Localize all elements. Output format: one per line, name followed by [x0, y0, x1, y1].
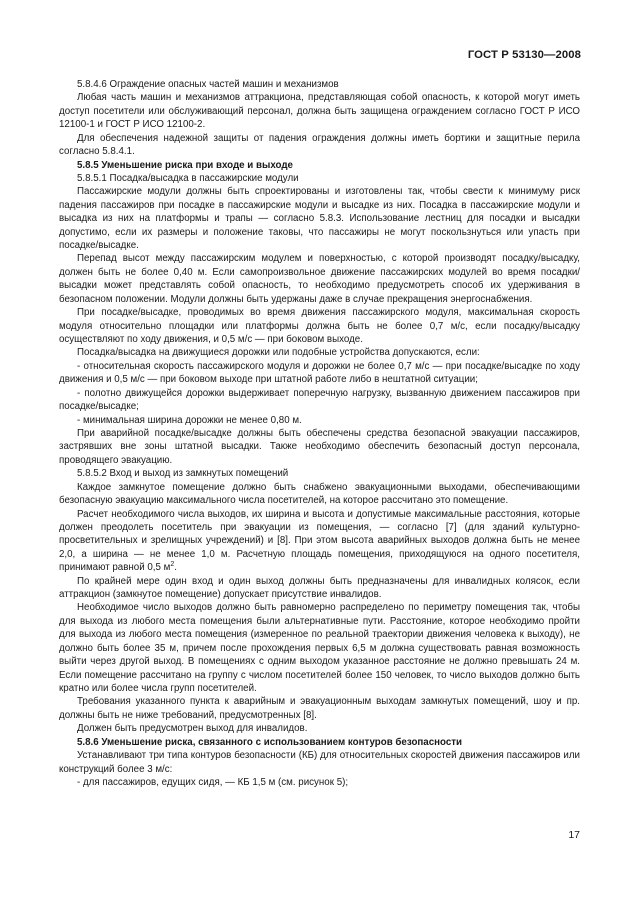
document-header: ГОСТ Р 53130—2008: [467, 49, 581, 61]
paragraph: Устанавливают три типа контуров безопасности (КБ) для относительных скоростей движения пассажиров или конструкций более 3 м/с:: [59, 750, 580, 775]
list-item: - для пассажиров, едущих сидя, — КБ 1,5 м (см. рисунок 5);: [77, 776, 349, 788]
paragraph: Должен быть предусмотрен выход для инвалидов.: [77, 723, 308, 735]
paragraph: Посадка/высадка на движущиеся дорожки или подобные устройства допускаются, если:: [77, 347, 480, 359]
list-item: - полотно движущейся дорожки выдерживает поперечную нагрузку, вызванную движением пассажиров при посадке/высадке;: [59, 387, 580, 413]
paragraph: По крайней мере один вход и один выход должны быть предназначены для инвалидных колясок, если аттракцион (замкнутое помещение) допускает присутствие инвалидов.: [59, 575, 580, 601]
clause-5-8-5-1-title: 5.8.5.1 Посадка/высадка в пассажирские модули: [77, 172, 299, 184]
paragraph: Перепад высот между пассажирским модулем и поверхностью, с которой производят посадку/высадку, должен быть не более 0,40 м. Если самопроизвольное движение пассажирских модулей во время посадки/высадки может представлять собой опасность, то необходимо предусмотреть способ их удерживания в безопасном положении. Модули должны быть удержаны даже в случае прекращения энергоснабжения.: [59, 253, 580, 305]
clause-5-8-4-6-title: 5.8.4.6 Ограждение опасных частей машин и механизмов: [77, 79, 339, 90]
paragraph: Для обеспечения надежной защиты от падения ограждения должны иметь бортики и защитные перила согласно 5.8.4.1.: [59, 132, 580, 158]
paragraph: При посадке/высадке, проводимых во время движения пассажирского модуля, максимальная скорость модуля относительно площадки или платформы должна быть не более 0,7 м/с, если посадку/высадку осуществляют по ходу движения, и 0,5 м/с — при боковом выходе.: [59, 307, 580, 346]
document-body: [59, 78, 580, 789]
list-item: - минимальная ширина дорожки не менее 0,80 м.: [77, 414, 302, 426]
paragraph: Каждое замкнутое помещение должно быть снабжено эвакуационными выходами, обеспечивающими безопасную эвакуацию максимального числа посетителей, на которое рассчитано это помещение.: [59, 481, 580, 507]
paragraph: При аварийной посадке/высадке должны быть обеспечены средства безопасной эвакуации пассажиров, застрявших вне зоны штатной высадки. Также необходимо обеспечить безопасный доступ персонала, проводящего эвакуацию.: [59, 427, 580, 466]
paragraph: Расчет необходимого числа выходов, их ширина и высота и допустимые максимальные расстояния, которые должен преодолеть посетитель при эвакуации из помещения, — согласно [7] (для зданий культурно-просветительных и зрелищных учреждений) и [8]. При этом высота аварийных выходов должна быть не менее 2,0, а ширина — не менее 1,0 м. Расчетную площадь помещения, приходящуюся на одного посетителя, принимают равной 0,5 $м^2$.: [59, 508, 580, 574]
clause-5-8-5-2-title: 5.8.5.2 Вход и выход из замкнутых помещений: [77, 468, 289, 480]
paragraph: Пассажирские модули должны быть спроектированы и изготовлены так, чтобы свести к минимуму риск падения пассажиров при посадке в пассажирские модули и высадке из них. Посадка в пассажирские модули и высадка из них на платформы и трапы — согласно 5.8.3. Использование лестниц для посадки и высадки допустимо, если их размеры и положение таковы, что пассажиры не могут поскользнуться или упасть при посадке/высадке.: [59, 186, 580, 252]
paragraph: Необходимое число выходов должно быть равномерно распределено по периметру помещения так, чтобы для выхода из любого места помещения были альтернативные пути. Расстояние, которое необходимо пройти для выхода из любого места помещения (измеренное по реальной траектории движения человека к выходу), не должно быть более 35 м, причем после прохождения первых 6,5 м должна существовать равная возможность выйти через другой выход. В помещениях с одним выходом указанное расстояние не должно превышать 24 м. Если помещение рассчитано на группу с числом посетителей более 150 человек, то число выходов должно быть кратно или более числа групп посетителей.: [59, 602, 580, 694]
section-5-8-5-heading: 5.8.5 Уменьшение риска при входе и выходе: [77, 159, 293, 171]
page-number: 17: [568, 829, 580, 841]
paragraph: Любая часть машин и механизмов аттракциона, представляющая собой опасность, к которой могут иметь доступ посетители или обслуживающий персонал, должна быть защищена ограждением согласно ГОСТ Р ИСО 12100-1 и ГОСТ Р ИСО 12100-2.: [59, 92, 580, 131]
list-item: - относительная скорость пассажирского модуля и дорожки не более 0,7 м/с — при посадке/высадке по ходу движения и 0,5 м/с — при боковом выходе при штатной работе либо в нештатной ситуации;: [59, 360, 580, 386]
paragraph: Требования указанного пункта к аварийным и эвакуационным выходам замкнутых помещений, шоу и пр. должны быть не ниже требований, предусмотренных [8].: [59, 696, 580, 721]
section-5-8-6-heading: 5.8.6 Уменьшение риска, связанного с использованием контуров безопасности: [77, 736, 463, 748]
superscript: 2: [170, 560, 175, 568]
paragraph-text: Расчет необходимого числа выходов, их ширина и высота и допустимые максимальные расстояния, которые должен преодолеть посетитель при эвакуации из помещения, — согласно [7] (для зданий культурно-просветительных и зрелищных учреждений) и [8]. При этом высота аварийных выходов должна быть не менее 2,0, а ширина — не менее 1,0 м. Расчетную площадь помещения, приходящуюся на одного посетителя, принимают равной 0,5 м: [59, 508, 580, 574]
